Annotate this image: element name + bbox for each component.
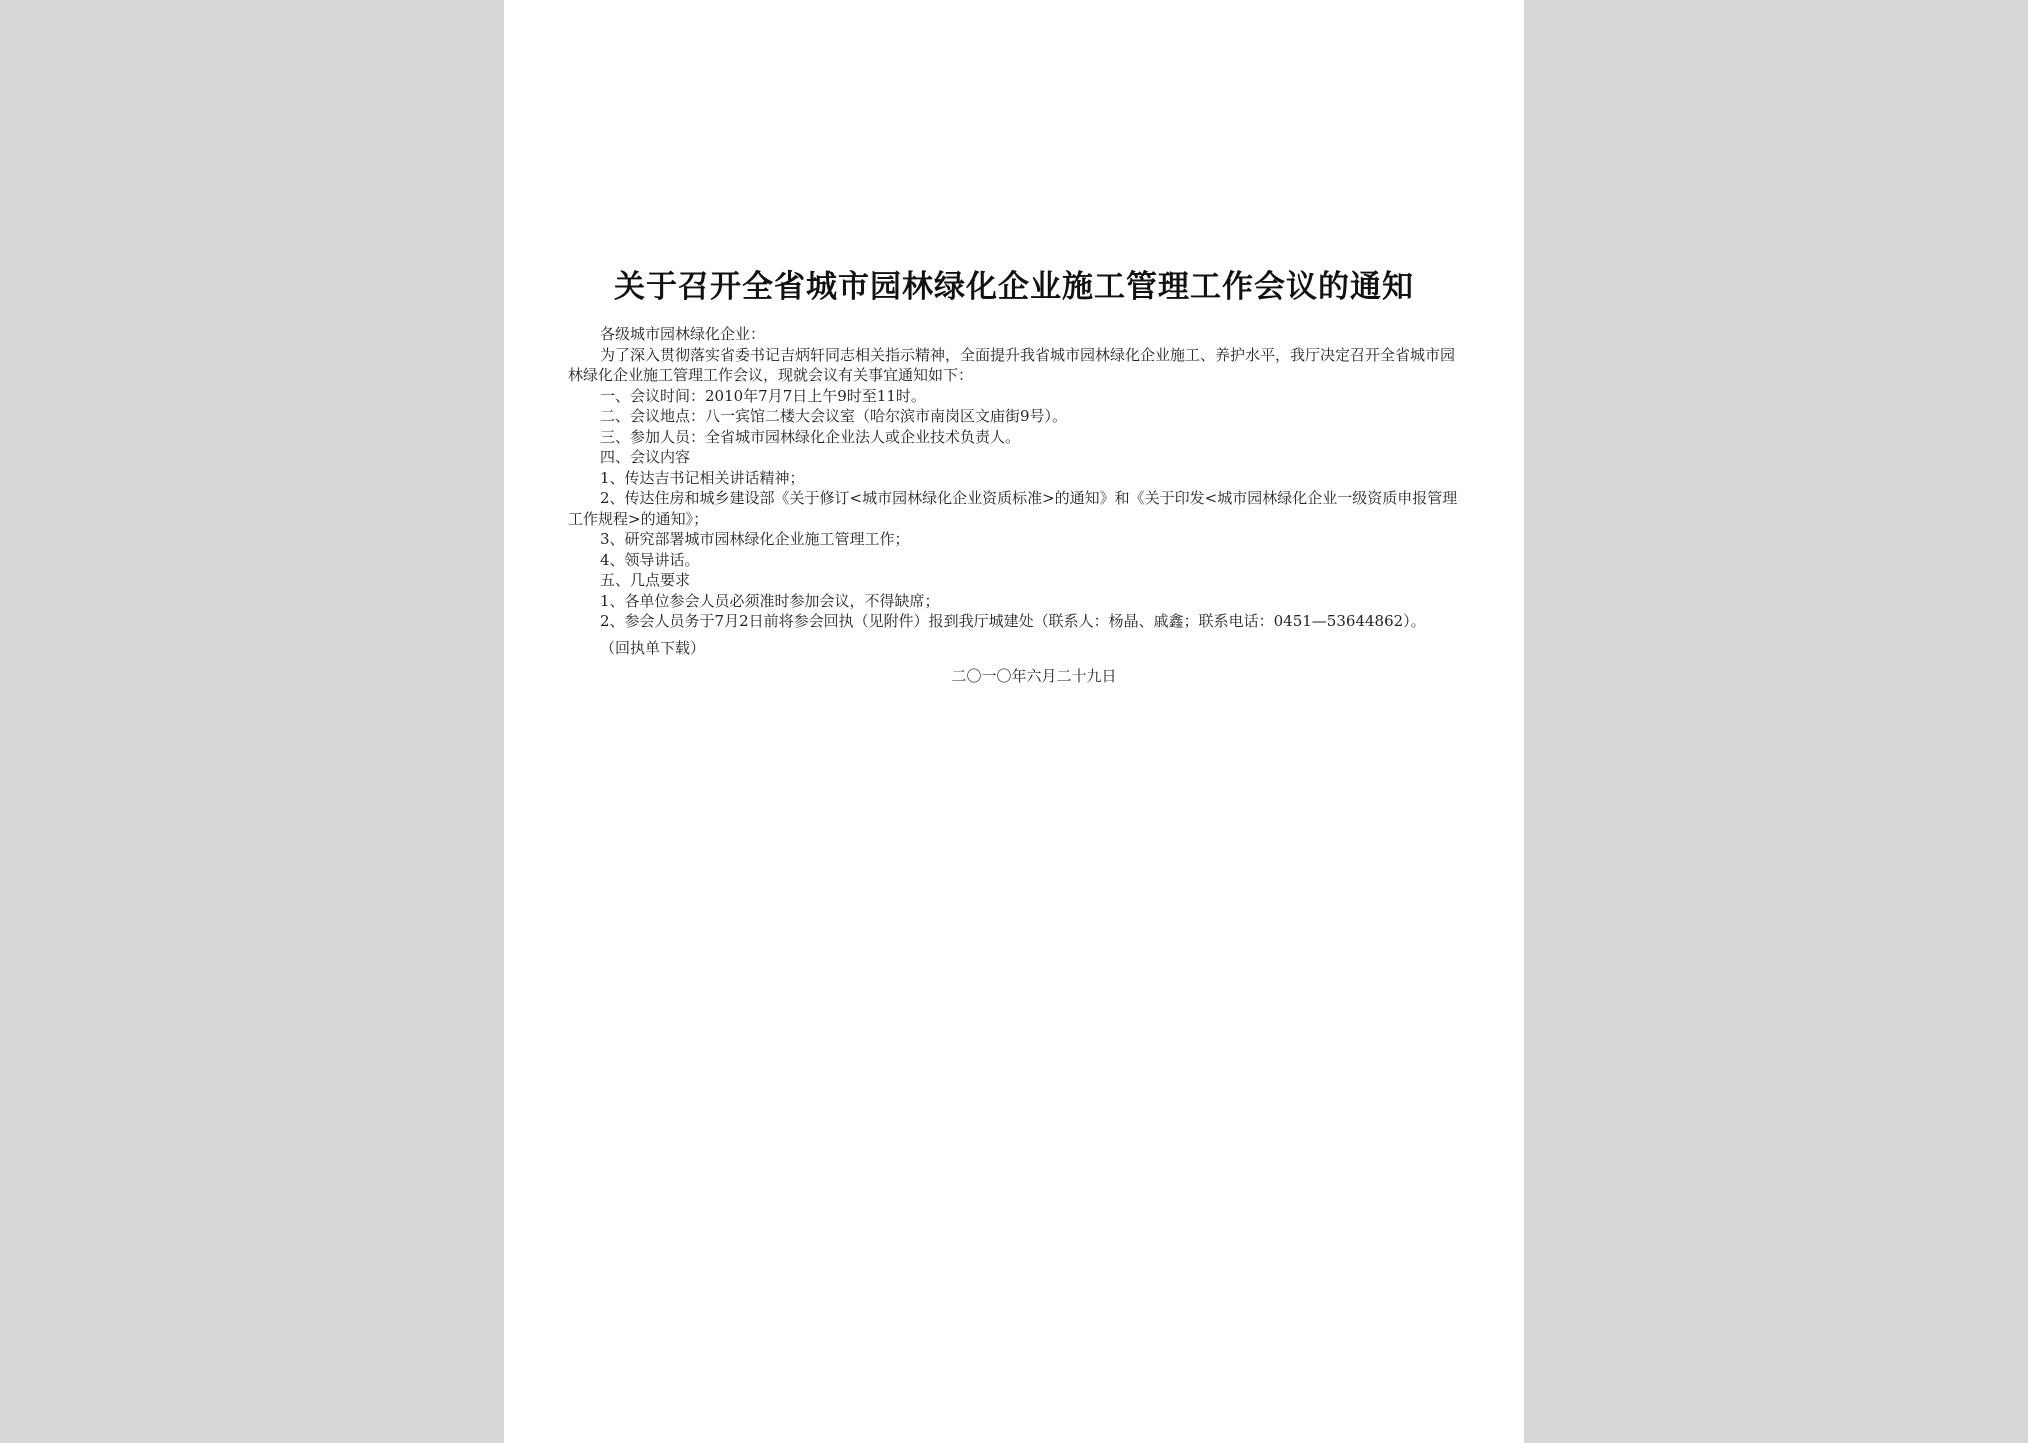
requirements-heading: 五、几点要求	[600, 571, 691, 589]
meeting-content-heading: 四、会议内容	[600, 448, 691, 466]
meeting-content-item: 4、领导讲话。	[600, 550, 700, 569]
requirement-item: 2、参会人员务于7月2日前将参会回执（见附件）报到我厅城建处（联系人：杨晶、戚鑫；联系电话：0451—53644862）。	[600, 612, 1426, 630]
meeting-time: 一、会议时间：2010年7月7日上午9时至11时。	[600, 386, 926, 405]
meeting-content-item: 3、研究部署城市园林绿化企业施工管理工作；	[600, 530, 910, 548]
intro-paragraph: 为了深入贯彻落实省委书记吉炳轩同志相关指示精神，全面提升我省城市园林绿化企业施工、养护水平，我厅决定召开全省城市园林绿化企业施工管理工作会议，现就会议有关事宜通知如下：	[568, 345, 1456, 384]
salutation: 各级城市园林绿化企业：	[600, 325, 766, 343]
document-title: 关于召开全省城市园林绿化企业施工管理工作会议的通知	[614, 269, 1414, 305]
document-date: 二〇一〇年六月二十九日	[951, 667, 1117, 685]
meeting-content-item: 2、传达住房和城乡建设部《关于修订<城市园林绿化企业资质标准>的通知》和《关于印发<城市园林绿化企业一级资质申报管理工作规程>的通知》；	[568, 489, 1458, 528]
document-content	[568, 266, 1460, 687]
requirement-item: 1、各单位参会人员必须准时参加会议，不得缺席；	[600, 591, 940, 610]
document-page	[504, 0, 1524, 1443]
meeting-attendees: 三、参加人员：全省城市园林绿化企业法人或企业技术负责人。	[600, 427, 1021, 446]
meeting-content-item: 1、传达吉书记相关讲话精神；	[600, 468, 805, 487]
meeting-place: 二、会议地点：八一宾馆二楼大会议室（哈尔滨市南岗区文庙街9号）。	[600, 407, 1068, 425]
attachment-download-link[interactable]: （回执单下载）	[600, 638, 706, 657]
